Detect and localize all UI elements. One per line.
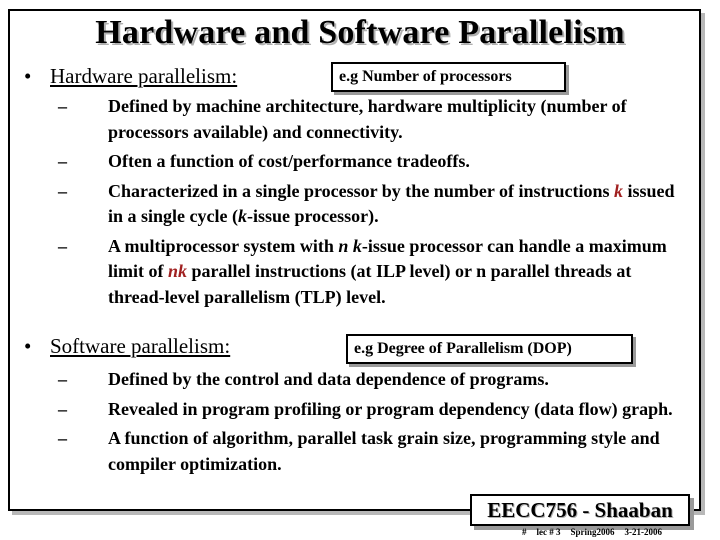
list-item: – A multiprocessor system with n k-issue processor can handle a maximum limit of nk parallel instructions (at ILP level) or n parallel threads at thread-level parallelism (TLP) level. — [58, 235, 667, 307]
course-badge: EECC756 - Shaaban — [470, 494, 690, 526]
list-item: – Often a function of cost/performance tradeoffs. — [58, 151, 470, 171]
software-list — [30, 367, 690, 477]
software-label: Software parallelism: — [50, 334, 231, 358]
footer-lecture: lec # 3 — [536, 527, 561, 537]
list-item: – Defined by the control and data dependence of programs. — [58, 369, 549, 389]
bullet-dot: • — [24, 334, 32, 358]
footer-hash: # — [522, 527, 527, 537]
list-item: – Revealed in program profiling or program dependency (data flow) graph. — [58, 398, 673, 419]
software-example-box: e.g Degree of Parallelism (DOP) — [346, 334, 633, 364]
footer-term: Spring2006 — [570, 527, 615, 537]
hardware-example-box: e.g Number of processors — [331, 62, 566, 92]
hardware-label: Hardware parallelism: — [50, 64, 238, 88]
list-item: – Defined by machine architecture, hardware multiplicity (number of processors available) and connectivity. — [58, 96, 627, 142]
slide-title: Hardware and Software Parallelism — [95, 14, 625, 51]
hardware-list — [30, 94, 690, 310]
hardware-bullet — [24, 64, 237, 89]
var-nk: nk — [168, 261, 188, 281]
slide-footer — [522, 527, 672, 537]
var-k: k — [614, 180, 623, 201]
bullet-dot: • — [24, 64, 32, 88]
list-item: – Characterized in a single processor by the number of instructions k issued in a single cycle (k-issue processor). — [58, 180, 675, 226]
footer-date: 3-21-2006 — [624, 527, 663, 537]
software-bullet — [24, 334, 230, 359]
list-item: – A function of algorithm, parallel task grain size, programming style and compiler optimization. — [58, 428, 660, 474]
